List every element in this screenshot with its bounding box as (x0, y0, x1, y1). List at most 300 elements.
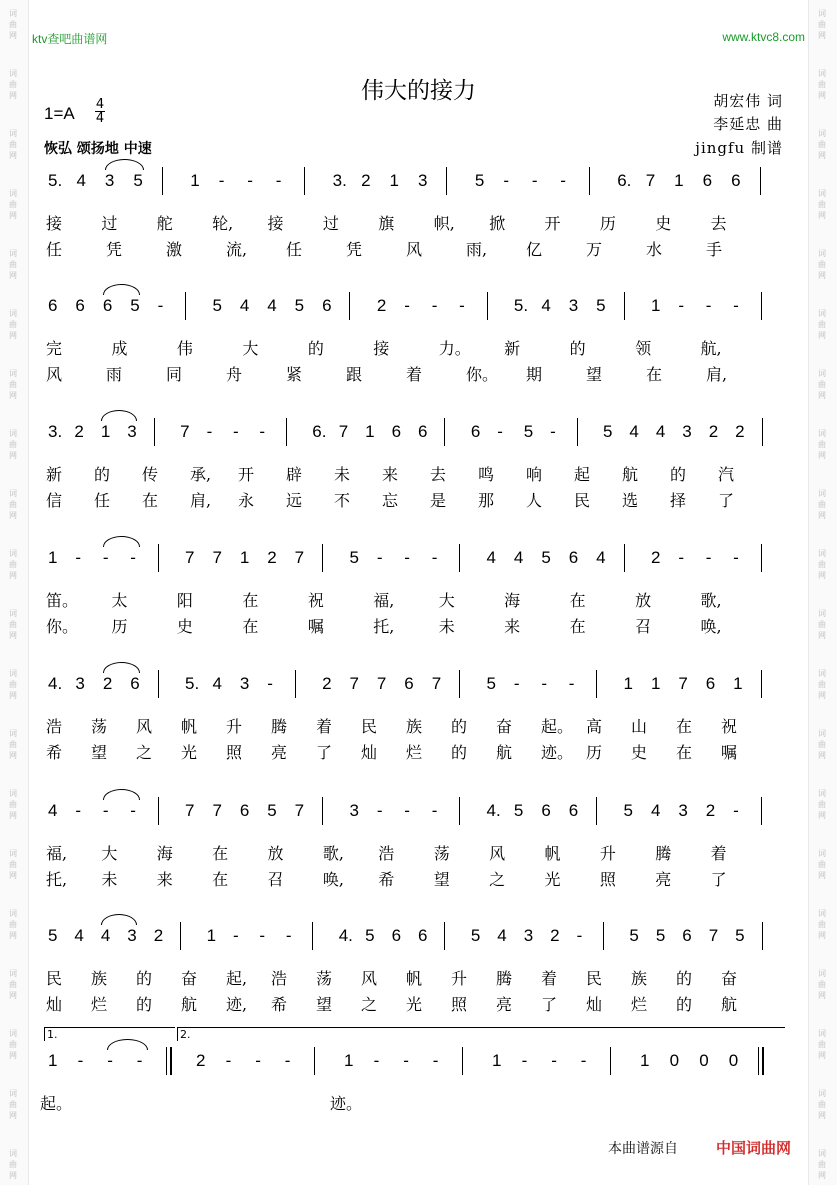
lyrics-verse-1 (40, 712, 790, 736)
watermark-text: 词 曲 网 (9, 549, 17, 580)
site-link-right[interactable]: www.ktvc8.com (722, 30, 805, 44)
lyric-syllable: 的 (136, 969, 153, 988)
lyric-syllable: 风 (136, 717, 153, 736)
lyric-syllable: 的 (569, 339, 586, 358)
bar-line (154, 418, 155, 446)
sustain-dash: - (218, 171, 225, 190)
slur-mark (103, 662, 141, 673)
bar-line (487, 292, 488, 320)
watermark-text: 词 曲 网 (818, 1029, 826, 1060)
note: 4 (629, 422, 639, 441)
lyric-syllable: 来 (156, 870, 173, 889)
lyric-syllable: 嘱 (721, 743, 738, 762)
lyric-syllable: 史 (655, 214, 672, 233)
sustain-dash: - (705, 548, 712, 567)
notation-line (40, 795, 790, 831)
note: 7 (185, 548, 195, 567)
lyric-syllable: 在 (676, 743, 693, 762)
lyric-syllable: 在 (646, 365, 663, 384)
sustain-dash: - (404, 296, 410, 315)
note: 1 (650, 674, 661, 693)
note: 5 (365, 926, 375, 945)
watermark-text: 词 曲 网 (9, 309, 17, 340)
lyric-syllable: 灿 (46, 995, 63, 1014)
lyric-syllable: 传 (142, 465, 159, 484)
note: 6 (102, 296, 113, 315)
note: 7 (212, 548, 222, 567)
note: 3 (127, 926, 137, 945)
slur-mark (101, 914, 137, 925)
sustain-dash: - (733, 801, 739, 820)
lyric-syllable: 的 (136, 995, 153, 1014)
lyric-syllable: 唤, (322, 870, 345, 889)
lyric-syllable: 希 (271, 995, 288, 1014)
sustain-dash: - (733, 296, 739, 315)
lyric-syllable: 族 (406, 717, 423, 736)
lyric-syllable: 升 (226, 717, 243, 736)
sustain-dash: - (267, 674, 273, 693)
lyric-syllable: 来 (504, 617, 521, 636)
footer-site-link[interactable]: 中国词曲网 (716, 1139, 792, 1157)
lyrics-verse-2 (40, 1115, 790, 1139)
notation-line (40, 668, 790, 704)
lyrics-verse-2 (40, 738, 790, 762)
lyric-syllable: 风 (361, 969, 378, 988)
watermark-text: 词 曲 网 (818, 249, 826, 280)
note: 4 (650, 801, 661, 820)
lyric-syllable: 那 (478, 491, 495, 510)
note: 4 (48, 801, 58, 820)
bar-line (166, 1047, 167, 1075)
notation-line (40, 542, 790, 578)
note: 3 (239, 674, 250, 693)
lyricist-credit: 胡宏伟 词 (713, 92, 783, 110)
bar-line (760, 167, 761, 195)
lyric-syllable: 大 (242, 339, 259, 358)
note: 7 (338, 422, 349, 441)
lyric-syllable: 着 (406, 365, 423, 384)
lyric-syllable: 民 (574, 491, 591, 510)
bar-line (577, 418, 578, 446)
lyric-syllable: 新 (504, 339, 521, 358)
lyric-syllable: 了 (718, 491, 735, 510)
lyric-syllable: 风 (489, 844, 506, 863)
lyric-syllable: 响 (526, 465, 543, 484)
lyric-syllable: 鸣 (478, 465, 495, 484)
lyric-syllable: 光 (544, 870, 561, 889)
slur-mark (103, 284, 141, 295)
note: 6 (391, 422, 402, 441)
watermark-text: 词 曲 网 (9, 969, 17, 1000)
sustain-dash: - (550, 422, 556, 441)
lyric-syllable: 水 (646, 240, 663, 259)
watermark-text: 词 曲 网 (9, 249, 17, 280)
lyric-syllable: 旗 (378, 214, 395, 233)
note: 2 (361, 171, 371, 190)
watermark-text: 词 曲 网 (818, 1149, 826, 1180)
note: 4 (76, 171, 86, 190)
sustain-dash: - (551, 1051, 557, 1070)
note: 6 (418, 926, 428, 945)
lyric-syllable: 在 (242, 617, 259, 636)
lyric-syllable: 山 (631, 717, 648, 736)
watermark-text: 词 曲 网 (9, 369, 17, 400)
sustain-dash: - (206, 422, 213, 441)
watermark-text: 词 曲 网 (9, 849, 17, 880)
sustain-dash: - (459, 296, 465, 315)
lyric-syllable: 历 (599, 214, 616, 233)
watermark-text: 词 曲 网 (9, 669, 17, 700)
watermark-text: 词 曲 网 (9, 489, 17, 520)
lyric-syllable: 完 (46, 339, 63, 358)
sustain-dash: - (404, 801, 410, 820)
bar-line (459, 544, 460, 572)
lyric-syllable: 掀 (489, 214, 506, 233)
note: 6 (470, 422, 481, 441)
lyrics-verse-2 (40, 486, 790, 510)
lyric-syllable: 望 (586, 365, 603, 384)
site-link-left[interactable]: ktv查吧曲谱网 (32, 32, 108, 46)
note: 2 (550, 926, 560, 945)
lyrics-verse-2 (40, 360, 790, 384)
lyric-syllable: 航 (181, 995, 198, 1014)
lyric-syllable: 开 (238, 465, 255, 484)
note: 5. (513, 296, 529, 315)
watermark-text: 词 曲 网 (9, 189, 17, 220)
note: 4 (267, 296, 277, 315)
lyric-syllable: 来 (382, 465, 399, 484)
sustain-dash: - (373, 1051, 380, 1070)
lyric-syllable: 托, (46, 870, 68, 889)
lyric-syllable: 阳 (176, 591, 193, 610)
note: 6 (48, 296, 58, 315)
note: 5 (623, 801, 634, 820)
lyrics-verse-2 (40, 990, 790, 1014)
note: 0 (669, 1051, 680, 1070)
lyric-syllable: 托, (373, 617, 395, 636)
bar-line (314, 1047, 315, 1075)
lyric-syllable: 唤, (700, 617, 722, 636)
note: 6. (312, 422, 327, 441)
sustain-dash: - (247, 171, 253, 190)
lyric-syllable: 迹。 (330, 1094, 363, 1113)
note: 3 (523, 926, 534, 945)
watermark-text: 词 曲 网 (818, 669, 826, 700)
lyric-syllable: 接 (267, 214, 284, 233)
lyric-syllable: 海 (504, 591, 521, 610)
sustain-dash: - (130, 801, 136, 820)
lyric-syllable: 召 (267, 870, 284, 889)
lyric-syllable: 腾 (655, 844, 672, 863)
lyric-syllable: 凭 (346, 240, 363, 259)
lyric-syllable: 辟 (286, 465, 303, 484)
lyric-syllable: 灿 (361, 743, 378, 762)
watermark-text: 词 曲 网 (818, 969, 826, 1000)
lyric-syllable: 亮 (271, 743, 288, 762)
note: 4. (486, 801, 501, 820)
sustain-dash: - (233, 422, 239, 441)
note: 7 (212, 801, 222, 820)
notation-line (40, 1045, 790, 1081)
watermark-text: 词 曲 网 (9, 609, 17, 640)
note: 2 (376, 296, 387, 315)
lyric-syllable: 在 (212, 844, 229, 863)
lyric-syllable: 任 (286, 240, 303, 259)
lyric-syllable: 照 (451, 995, 468, 1014)
sustain-dash: - (580, 1051, 587, 1070)
lyric-syllable: 你。 (466, 365, 499, 384)
note: 6 (391, 926, 402, 945)
lyric-syllable: 光 (181, 743, 198, 762)
lyric-syllable: 跟 (346, 365, 363, 384)
lyric-syllable: 风 (46, 365, 63, 384)
note: 6 (322, 296, 332, 315)
lyric-syllable: 开 (544, 214, 561, 233)
bar-line (603, 922, 604, 950)
note: 6 (130, 674, 140, 693)
lyric-syllable: 忘 (382, 491, 399, 510)
bar-line (596, 670, 597, 698)
sustain-dash: - (733, 548, 739, 567)
lyric-syllable: 择 (670, 491, 687, 510)
sustain-dash: - (259, 926, 266, 945)
lyric-syllable: 望 (91, 743, 108, 762)
lyrics-verse-2 (40, 235, 790, 259)
sustain-dash: - (102, 548, 109, 567)
lyric-syllable: 史 (176, 617, 193, 636)
sustain-dash: - (678, 548, 685, 567)
lyric-syllable: 起 (574, 465, 591, 484)
note: 2 (650, 548, 661, 567)
lyric-syllable: 放 (635, 591, 652, 610)
lyrics-verse-1 (40, 460, 790, 484)
lyric-syllable: 在 (569, 591, 586, 610)
lyric-syllable: 祝 (307, 591, 324, 610)
note: 5 (130, 296, 140, 315)
note: 3. (48, 422, 63, 441)
lyric-syllable: 烂 (406, 743, 423, 762)
lyric-syllable: 远 (286, 491, 303, 510)
note: 5 (212, 296, 222, 315)
note: 3 (682, 422, 692, 441)
sustain-dash: - (376, 801, 383, 820)
bar-line (444, 418, 445, 446)
lyric-syllable: 歌, (322, 844, 345, 863)
watermark-text: 词 曲 网 (818, 309, 826, 340)
key-signature: 1=A (44, 104, 75, 123)
watermark-text: 词 曲 网 (9, 729, 17, 760)
bar-line (304, 167, 305, 195)
lyric-syllable: 的 (676, 969, 693, 988)
note: 1 (640, 1051, 650, 1070)
lyric-syllable: 召 (635, 617, 652, 636)
sustain-dash: - (503, 171, 510, 190)
note: 1 (389, 171, 399, 190)
lyric-syllable: 迹。 (541, 743, 574, 762)
watermark-text: 词 曲 网 (818, 909, 826, 940)
lyric-syllable: 迹, (226, 995, 248, 1014)
watermark-text: 词 曲 网 (818, 1089, 826, 1120)
note: 5 (470, 926, 481, 945)
lyric-syllable: 过 (101, 214, 118, 233)
lyric-syllable: 了 (541, 995, 558, 1014)
lyric-syllable: 之 (489, 870, 506, 889)
lyric-syllable: 汽 (718, 465, 735, 484)
sustain-dash: - (255, 1051, 261, 1070)
note: 7 (185, 801, 195, 820)
lyric-syllable: 腾 (496, 969, 513, 988)
note: 4 (74, 926, 84, 945)
bar-line (349, 292, 350, 320)
bar-line (444, 922, 445, 950)
note: 2 (153, 926, 164, 945)
watermark-text: 词 曲 网 (818, 369, 826, 400)
lyric-syllable: 亮 (496, 995, 513, 1014)
lyric-syllable: 放 (267, 844, 284, 863)
note: 5. (48, 171, 63, 190)
sustain-dash: - (376, 548, 383, 567)
note: 6 (541, 801, 551, 820)
note: 5 (294, 296, 305, 315)
bar-line (624, 292, 625, 320)
volta-first-ending: 1. (44, 1027, 175, 1041)
lyric-syllable: 的 (676, 995, 693, 1014)
lyric-syllable: 承, (190, 465, 212, 484)
tempo-marking: 恢弘 颂扬地 中速 (44, 141, 152, 157)
bar-line (761, 544, 762, 572)
note: 5 (603, 422, 613, 441)
sustain-dash: - (678, 296, 685, 315)
sustain-dash: - (541, 674, 547, 693)
arranger-credit: jingfu 制谱 (695, 139, 783, 157)
note: 4 (541, 296, 551, 315)
watermark-text: 词 曲 网 (9, 9, 17, 40)
lyric-syllable: 在 (142, 491, 159, 510)
note: 1 (206, 926, 217, 945)
lyric-syllable: 着 (541, 969, 558, 988)
lyric-syllable: 光 (406, 995, 423, 1014)
lyric-syllable: 海 (156, 844, 173, 863)
lyric-syllable: 帆 (406, 969, 423, 988)
lyrics-verse-1 (40, 964, 790, 988)
lyric-syllable: 亮 (655, 870, 672, 889)
double-bar-line (170, 1047, 172, 1075)
lyrics-verse-2 (40, 612, 790, 636)
sustain-dash: - (431, 801, 438, 820)
sustain-dash: - (521, 1051, 528, 1070)
slur-mark (101, 410, 137, 421)
note: 4 (596, 548, 606, 567)
note: 1 (344, 1051, 354, 1070)
note: 7 (294, 801, 305, 820)
note: 3 (568, 296, 579, 315)
note: 5 (541, 548, 551, 567)
lyric-syllable: 航, (700, 339, 722, 358)
watermark-text: 词 曲 网 (818, 69, 826, 100)
lyric-syllable: 去 (710, 214, 727, 233)
bar-line (624, 544, 625, 572)
lyric-syllable: 永 (238, 491, 255, 510)
lyric-syllable: 笛。 (46, 591, 79, 610)
notation-line (40, 416, 790, 452)
note: 5 (349, 548, 359, 567)
lyric-syllable: 的 (451, 717, 468, 736)
note: 6 (404, 674, 414, 693)
lyric-syllable: 祝 (721, 717, 738, 736)
lyric-syllable: 舵 (156, 214, 173, 233)
lyric-syllable: 未 (334, 465, 351, 484)
watermark-text: 词 曲 网 (9, 1149, 17, 1180)
lyric-syllable: 帆 (181, 717, 198, 736)
lyric-syllable: 力。 (438, 339, 471, 358)
sustain-dash: - (130, 548, 136, 567)
note: 4 (100, 926, 111, 945)
note: 5 (267, 801, 277, 820)
watermark-text: 词 曲 网 (9, 1089, 17, 1120)
watermark-text: 词 曲 网 (9, 69, 17, 100)
bar-line (322, 797, 323, 825)
sustain-dash: - (705, 296, 712, 315)
bar-line (762, 418, 763, 446)
lyric-syllable: 雨 (106, 365, 123, 384)
note: 1 (492, 1051, 502, 1070)
lyric-syllable: 希 (378, 870, 395, 889)
note: 1 (100, 422, 111, 441)
note: 2 (267, 548, 277, 567)
sustain-dash: - (431, 548, 438, 567)
watermark-text: 词 曲 网 (818, 9, 826, 40)
lyric-syllable: 手 (706, 240, 723, 259)
notation-line (40, 165, 790, 201)
bar-line (761, 797, 762, 825)
note: 3. (332, 171, 347, 190)
sustain-dash: - (431, 296, 438, 315)
lyric-syllable: 接 (46, 214, 63, 233)
note: 5 (474, 171, 485, 190)
volta-second-ending: 2. (177, 1027, 785, 1041)
lyric-syllable: 你。 (46, 617, 79, 636)
lyric-syllable: 去 (430, 465, 447, 484)
lyrics-verse-1 (40, 334, 790, 358)
lyric-syllable: 福, (373, 591, 395, 610)
sustain-dash: - (107, 1051, 113, 1070)
bar-line (758, 1047, 759, 1075)
sustain-dash: - (102, 801, 109, 820)
lyrics-verse-2 (40, 865, 790, 889)
note: 2 (708, 422, 719, 441)
lyric-syllable: 信 (46, 491, 63, 510)
sustain-dash: - (136, 1051, 143, 1070)
lyric-syllable: 荡 (433, 844, 450, 863)
sustain-dash: - (75, 801, 82, 820)
lyric-syllable: 起。 (541, 717, 574, 736)
song-title: 伟大的接力 (361, 78, 476, 104)
bar-line (158, 670, 159, 698)
lyric-syllable: 望 (316, 995, 333, 1014)
note: 4 (212, 674, 222, 693)
note: 7 (708, 926, 719, 945)
lyric-syllable: 人 (526, 491, 543, 510)
note: 3 (127, 422, 137, 441)
sustain-dash: - (275, 171, 282, 190)
bar-line (185, 292, 186, 320)
note: 5 (629, 926, 639, 945)
sustain-dash: - (513, 674, 520, 693)
lyric-syllable: 大 (101, 844, 118, 863)
bar-line (295, 670, 296, 698)
right-watermark-strip (808, 0, 837, 1185)
bar-line (459, 797, 460, 825)
